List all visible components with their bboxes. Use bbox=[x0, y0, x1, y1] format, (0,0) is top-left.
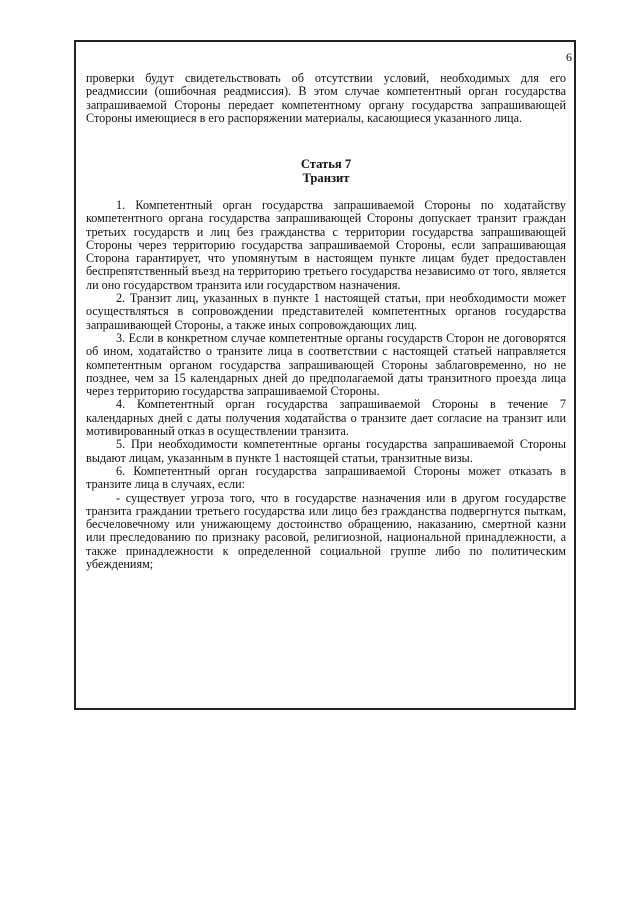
paragraph-3: 3. Если в конкретном случае компетентные органы государств Сторон не договорятся об ином, ходатайство о транзите лица в соответствии с настоящей статьей направляется компетентным органом государства запрашивающей Стороны заблаговременно, но не позднее, чем за 15 календарных дней до предполагаемой даты транзитного проезда лица через территорию государства запрашиваемой Стороны. bbox=[86, 330, 566, 399]
article-number: Статья 7 bbox=[300, 157, 352, 171]
intro-block bbox=[86, 72, 566, 125]
intro-paragraph: проверки будут свидетельствовать об отсутствии условий, необходимых для его реадмиссии (ошибочная реадмиссия). В этом случае компетентный орган государства запрашиваемой Стороны передает компетентному органу государства запрашивающей Стороны имеющиеся в его распоряжении материалы, касающиеся указанного лица. bbox=[86, 71, 566, 125]
paragraph-4: 4. Компетентный орган государства запрашиваемой Стороны в течение 7 календарных дней с даты получения ходатайства о транзите дает согласие на транзит или мотивированный отказ в осуществлении транзита. bbox=[86, 397, 566, 439]
paragraph-6: 6. Компетентный орган государства запрашиваемой Стороны может отказать в транзите лица в случаях, если: bbox=[86, 463, 566, 492]
paragraph-5: 5. При необходимости компетентные органы государства запрашиваемой Стороны выдают лицам, указанным в пункте 1 настоящей статьи, транзитные визы. bbox=[86, 437, 566, 465]
paragraph-2: 2. Транзит лиц, указанных в пункте 1 настоящей статьи, при необходимости может осуществляться в сопровождении представителей компетентных органов государства запрашивающей Стороны, а также иных сопровождающих лиц. bbox=[86, 291, 566, 332]
list-item-1: - существует угроза того, что в государстве назначения или в другом государстве транзита граждании третьего государства или лицо без гражданства подвергнутся пыткам, бесчеловечному или унижающему достоинство обращению, наказанию, смертной казни или преследованию по признаку расовой, религиозной, национальной принадлежности, а также принадлежности к определенной социальной группе либо по политическим убеждениям; bbox=[86, 490, 566, 572]
page-number: 6 bbox=[566, 50, 572, 64]
article-title: Транзит bbox=[302, 171, 350, 185]
article-body bbox=[86, 199, 566, 571]
paragraph-1: 1. Компетентный орган государства запрашиваемой Стороны по ходатайству компетентного органа государства запрашивающей Стороны допускает транзит граждан третьих государств и лиц без гражданства с территории государства запрашивающей Стороны через территорию государства запрашиваемой Стороны, если запрашивающая Сторона гарантирует, что упомянутым в настоящем пункте лицам будет предоставлен беспрепятственный въезд на территорию третьего государства независимо от того, является ли оно государством транзита или государством назначения. bbox=[86, 198, 566, 292]
